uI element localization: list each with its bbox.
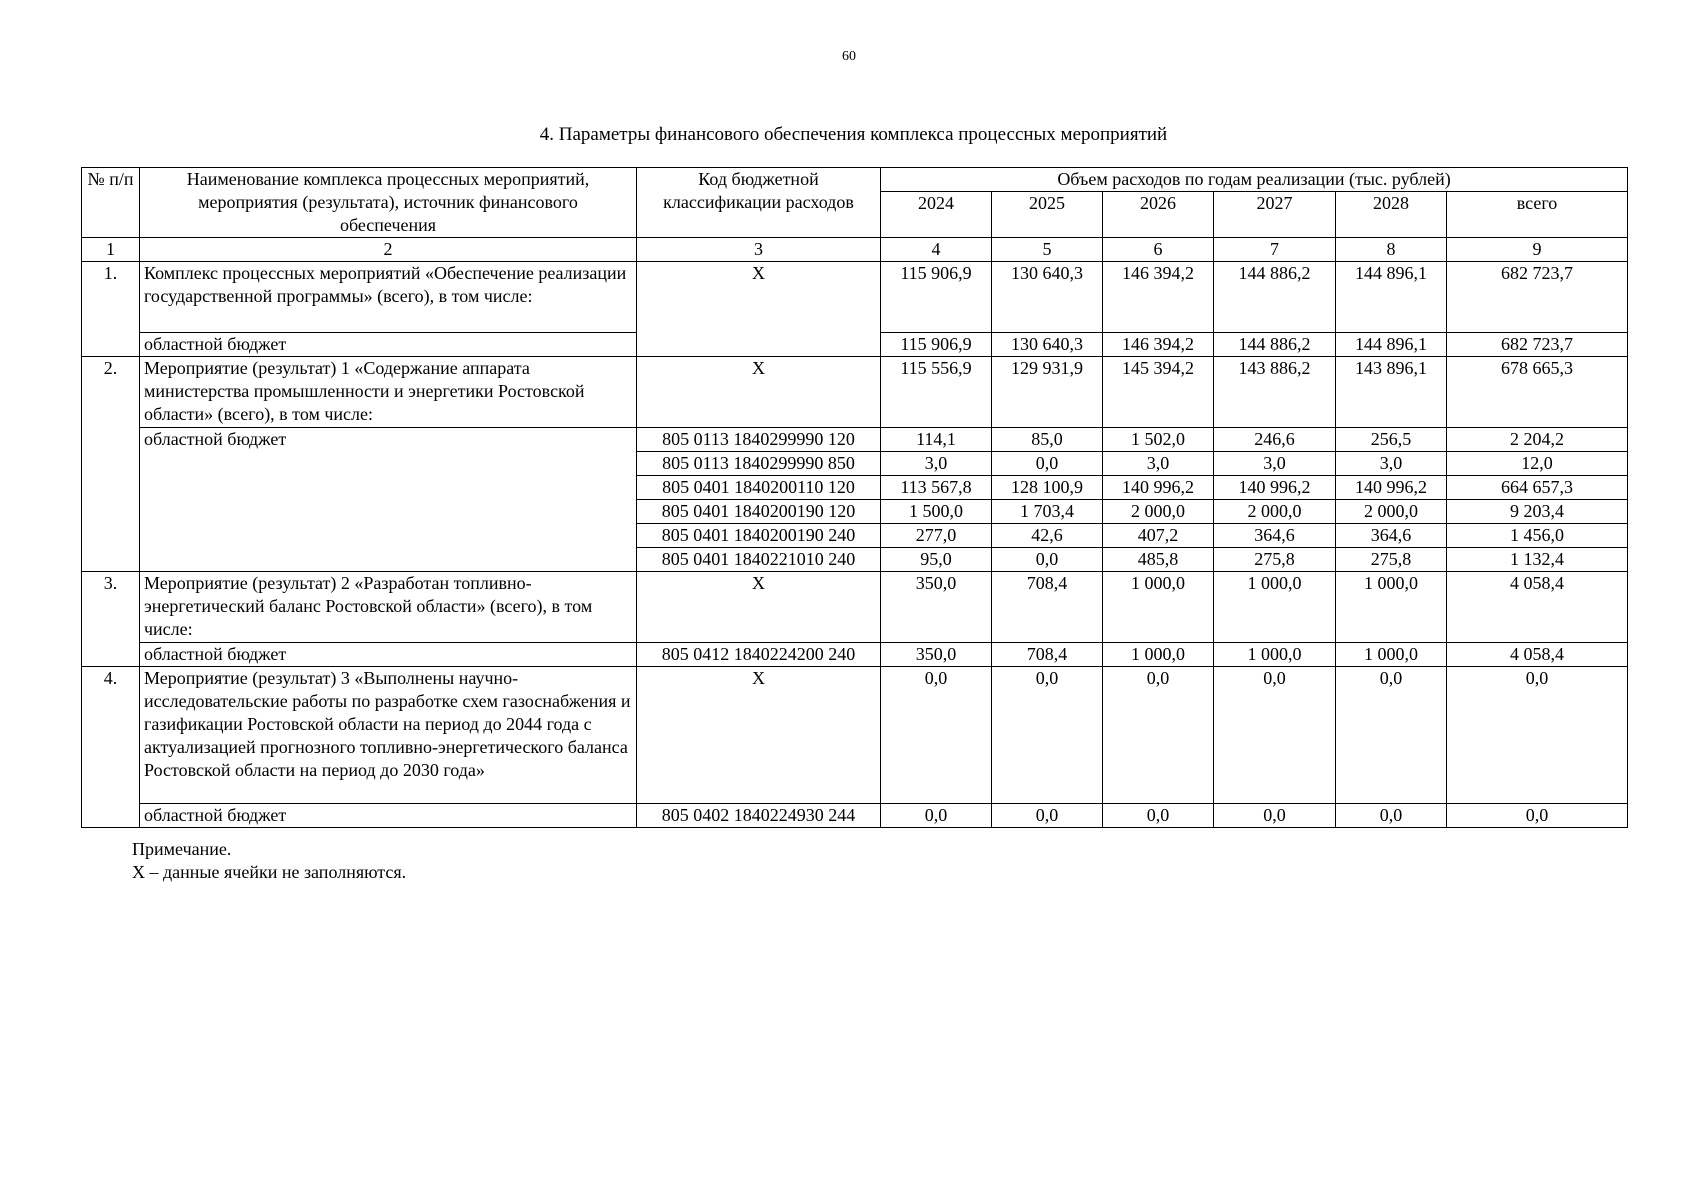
item-value: 115 906,9 — [881, 262, 992, 333]
budget-value: 144 896,1 — [1336, 333, 1447, 357]
header-num: № п/п — [82, 168, 140, 238]
budget-code: 805 0412 1840224200 240 — [637, 643, 881, 667]
item-name: Мероприятие (результат) 3 «Выполнены научно-исследовательские работы по разработке схем газоснабжения и газификации Ростовской области на период до 2044 года с актуализацией прогнозного топливно-энергетического баланса Ростовской области на период до 2030 года» — [140, 667, 637, 804]
budget-value: 350,0 — [881, 643, 992, 667]
item-value: 0,0 — [1214, 667, 1336, 804]
item-value: 1 000,0 — [1103, 572, 1214, 643]
budget-value: 682 723,7 — [1447, 333, 1628, 357]
budget-value: 2 000,0 — [1336, 500, 1447, 524]
budget-source-label: областной бюджет — [140, 333, 637, 357]
budget-value: 2 204,2 — [1447, 428, 1628, 452]
budget-value: 3,0 — [881, 452, 992, 476]
budget-value: 144 886,2 — [1214, 333, 1336, 357]
budget-value: 2 000,0 — [1214, 500, 1336, 524]
budget-value: 364,6 — [1214, 524, 1336, 548]
col-number: 7 — [1214, 238, 1336, 262]
page-number: 60 — [842, 49, 856, 64]
header-year-2026: 2026 — [1103, 192, 1214, 238]
budget-code: 805 0402 1840224930 244 — [637, 804, 881, 828]
budget-value: 246,6 — [1214, 428, 1336, 452]
budget-value: 485,8 — [1103, 548, 1214, 572]
item-code: Х — [637, 572, 881, 643]
header-row — [82, 168, 1628, 192]
budget-value: 0,0 — [1447, 804, 1628, 828]
budget-code: 805 0401 1840221010 240 — [637, 548, 881, 572]
budget-value: 0,0 — [992, 548, 1103, 572]
budget-value: 3,0 — [1336, 452, 1447, 476]
budget-row — [82, 428, 1628, 452]
header-year-2028: 2028 — [1336, 192, 1447, 238]
item-value: 1 000,0 — [1214, 572, 1336, 643]
budget-code: 805 0401 1840200190 120 — [637, 500, 881, 524]
item-name: Мероприятие (результат) 1 «Содержание аппарата министерства промышленности и энергетики Ростовской области» (всего), в том числе: — [140, 357, 637, 428]
budget-value: 1 000,0 — [1103, 643, 1214, 667]
item-row — [82, 572, 1628, 643]
budget-value: 0,0 — [992, 452, 1103, 476]
col-number: 6 — [1103, 238, 1214, 262]
item-value: 708,4 — [992, 572, 1103, 643]
item-number: 2. — [82, 357, 140, 572]
header-year-2027: 2027 — [1214, 192, 1336, 238]
col-number: 8 — [1336, 238, 1447, 262]
item-number: 3. — [82, 572, 140, 667]
budget-source-label: областной бюджет — [140, 643, 637, 667]
header-volume: Объем расходов по годам реализации (тыс. рублей) — [881, 168, 1628, 192]
note-text: Х – данные ячейки не заполняются. — [132, 862, 407, 882]
budget-value: 95,0 — [881, 548, 992, 572]
budget-value: 115 906,9 — [881, 333, 992, 357]
budget-value: 1 000,0 — [1214, 643, 1336, 667]
budget-value: 708,4 — [992, 643, 1103, 667]
col-number: 9 — [1447, 238, 1628, 262]
budget-value: 113 567,8 — [881, 476, 992, 500]
item-row — [82, 667, 1628, 804]
budget-value: 42,6 — [992, 524, 1103, 548]
budget-row — [82, 804, 1628, 828]
budget-code: 805 0401 1840200110 120 — [637, 476, 881, 500]
header-year-2025: 2025 — [992, 192, 1103, 238]
item-code: Х — [637, 262, 881, 357]
budget-value: 407,2 — [1103, 524, 1214, 548]
column-numbers-row — [82, 238, 1628, 262]
item-value: 4 058,4 — [1447, 572, 1628, 643]
item-value: 144 886,2 — [1214, 262, 1336, 333]
item-number: 4. — [82, 667, 140, 828]
header-total: всего — [1447, 192, 1628, 238]
budget-value: 0,0 — [1103, 804, 1214, 828]
budget-code: 805 0113 1840299990 850 — [637, 452, 881, 476]
item-value: 0,0 — [1336, 667, 1447, 804]
budget-code: 805 0401 1840200190 240 — [637, 524, 881, 548]
budget-value: 0,0 — [1336, 804, 1447, 828]
budget-value: 1 500,0 — [881, 500, 992, 524]
budget-value: 1 456,0 — [1447, 524, 1628, 548]
col-number: 5 — [992, 238, 1103, 262]
item-value: 682 723,7 — [1447, 262, 1628, 333]
item-value: 350,0 — [881, 572, 992, 643]
item-code: Х — [637, 667, 881, 804]
item-number: 1. — [82, 262, 140, 357]
item-row — [82, 262, 1628, 333]
item-code: Х — [637, 357, 881, 428]
budget-value: 277,0 — [881, 524, 992, 548]
budget-row — [82, 643, 1628, 667]
budget-value: 140 996,2 — [1103, 476, 1214, 500]
item-value: 115 556,9 — [881, 357, 992, 428]
col-number: 2 — [140, 238, 637, 262]
section-title: 4. Параметры финансового обеспечения комплекса процессных мероприятий — [539, 124, 1168, 145]
budget-value: 85,0 — [992, 428, 1103, 452]
budget-value: 0,0 — [1214, 804, 1336, 828]
header-name: Наименование комплекса процессных мероприятий, мероприятия (результата), источник финансового обеспечения — [140, 168, 637, 238]
budget-value: 1 132,4 — [1447, 548, 1628, 572]
budget-source-label: областной бюджет — [140, 804, 637, 828]
budget-value: 3,0 — [1214, 452, 1336, 476]
col-number: 4 — [881, 238, 992, 262]
budget-value: 275,8 — [1336, 548, 1447, 572]
item-value: 0,0 — [992, 667, 1103, 804]
note-heading: Примечание. — [132, 839, 232, 859]
budget-value: 256,5 — [1336, 428, 1447, 452]
budget-value: 140 996,2 — [1336, 476, 1447, 500]
budget-value: 2 000,0 — [1103, 500, 1214, 524]
col-number: 1 — [82, 238, 140, 262]
item-value: 145 394,2 — [1103, 357, 1214, 428]
budget-value: 140 996,2 — [1214, 476, 1336, 500]
item-value: 143 896,1 — [1336, 357, 1447, 428]
budget-value: 275,8 — [1214, 548, 1336, 572]
note — [132, 838, 406, 884]
header-code: Код бюджетной классификации расходов — [637, 168, 881, 238]
header-year-2024: 2024 — [881, 192, 992, 238]
budget-value: 12,0 — [1447, 452, 1628, 476]
budget-value: 146 394,2 — [1103, 333, 1214, 357]
budget-value: 0,0 — [992, 804, 1103, 828]
budget-value: 1 502,0 — [1103, 428, 1214, 452]
budget-value: 664 657,3 — [1447, 476, 1628, 500]
item-value: 0,0 — [881, 667, 992, 804]
budget-value: 364,6 — [1336, 524, 1447, 548]
item-value: 144 896,1 — [1336, 262, 1447, 333]
financing-table — [81, 167, 1628, 828]
col-number: 3 — [637, 238, 881, 262]
item-value: 146 394,2 — [1103, 262, 1214, 333]
budget-source-label: областной бюджет — [140, 428, 637, 572]
budget-value: 114,1 — [881, 428, 992, 452]
budget-code: 805 0113 1840299990 120 — [637, 428, 881, 452]
item-value: 1 000,0 — [1336, 572, 1447, 643]
budget-value: 3,0 — [1103, 452, 1214, 476]
item-value: 130 640,3 — [992, 262, 1103, 333]
item-value: 678 665,3 — [1447, 357, 1628, 428]
budget-value: 4 058,4 — [1447, 643, 1628, 667]
budget-value: 1 703,4 — [992, 500, 1103, 524]
item-value: 129 931,9 — [992, 357, 1103, 428]
item-value: 0,0 — [1447, 667, 1628, 804]
item-name: Комплекс процессных мероприятий «Обеспечение реализации государственной программы» (всего), в том числе: — [140, 262, 637, 333]
item-row — [82, 357, 1628, 428]
budget-value: 130 640,3 — [992, 333, 1103, 357]
item-name: Мероприятие (результат) 2 «Разработан топливно-энергетический баланс Ростовской области» (всего), в том числе: — [140, 572, 637, 643]
item-value: 0,0 — [1103, 667, 1214, 804]
budget-value: 9 203,4 — [1447, 500, 1628, 524]
budget-value: 128 100,9 — [992, 476, 1103, 500]
item-value: 143 886,2 — [1214, 357, 1336, 428]
budget-value: 1 000,0 — [1336, 643, 1447, 667]
budget-value: 0,0 — [881, 804, 992, 828]
